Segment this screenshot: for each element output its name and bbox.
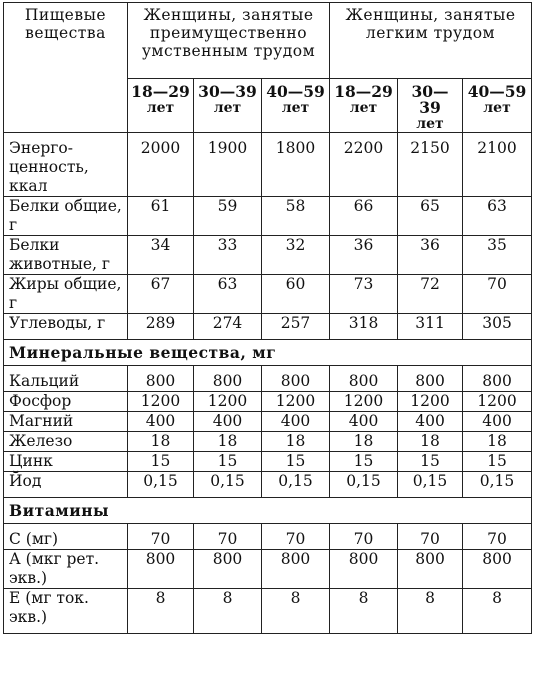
value-cell: 1900	[194, 133, 262, 197]
value-cell: 8	[330, 589, 398, 634]
age-header-cell	[128, 79, 194, 133]
section-title: Минеральные вещества, мг	[4, 340, 532, 366]
age-unit: лет	[213, 100, 242, 116]
nutrient-name: Кальций	[4, 366, 128, 392]
value-cell: 1200	[262, 392, 330, 412]
value-cell: 400	[128, 412, 194, 432]
value-cell: 36	[330, 236, 398, 275]
value-cell: 800	[463, 366, 532, 392]
age-range: 40—59	[266, 82, 325, 101]
nutrient-name: Цинк	[4, 452, 128, 472]
nutrient-name: Белки животные, г	[4, 236, 128, 275]
nutrient-name: Углеводы, г	[4, 314, 128, 340]
value-cell: 15	[463, 452, 532, 472]
group-header-mental-work: Женщины, занятые преимущественно умственным трудом	[128, 3, 330, 79]
value-cell: 8	[194, 589, 262, 634]
value-cell: 8	[262, 589, 330, 634]
table-row	[4, 452, 532, 472]
table-row	[4, 366, 532, 392]
table-row	[4, 589, 532, 634]
value-cell: 18	[128, 432, 194, 452]
value-cell: 72	[398, 275, 463, 314]
age-unit: лет	[281, 100, 310, 116]
age-unit: лет	[349, 100, 378, 116]
value-cell: 2150	[398, 133, 463, 197]
value-cell: 318	[330, 314, 398, 340]
value-cell: 800	[463, 550, 532, 589]
age-range: 40—59	[467, 82, 527, 101]
nutrient-name: Е (мг ток. экв.)	[4, 589, 128, 634]
value-cell: 70	[398, 524, 463, 550]
age-range: 30—39	[411, 82, 449, 117]
value-cell: 311	[398, 314, 463, 340]
age-unit: лет	[483, 100, 511, 116]
table-row	[4, 472, 532, 498]
section-header-row	[4, 498, 532, 524]
nutrient-name: Жиры общие, г	[4, 275, 128, 314]
nutrient-name: Железо	[4, 432, 128, 452]
group-header-light-work: Женщины, занятые легким трудом	[330, 3, 532, 79]
nutrient-column-header: Пищевые вещества	[4, 3, 128, 133]
value-cell: 18	[194, 432, 262, 452]
value-cell: 18	[398, 432, 463, 452]
value-cell: 0,15	[463, 472, 532, 498]
value-cell: 400	[194, 412, 262, 432]
value-cell: 800	[262, 550, 330, 589]
age-header-cell	[262, 79, 330, 133]
value-cell: 800	[262, 366, 330, 392]
table-row	[4, 275, 532, 314]
value-cell: 32	[262, 236, 330, 275]
nutrient-name: С (мг)	[4, 524, 128, 550]
value-cell: 800	[128, 550, 194, 589]
value-cell: 1200	[194, 392, 262, 412]
value-cell: 70	[262, 524, 330, 550]
table-row	[4, 236, 532, 275]
table-row	[4, 432, 532, 452]
value-cell: 305	[463, 314, 532, 340]
value-cell: 8	[128, 589, 194, 634]
table-header	[4, 3, 532, 133]
section-header-row	[4, 340, 532, 366]
value-cell: 60	[262, 275, 330, 314]
nutrient-name: Энерго-ценность, ккал	[4, 133, 128, 197]
value-cell: 2100	[463, 133, 532, 197]
nutrient-name: Фосфор	[4, 392, 128, 412]
value-cell: 0,15	[330, 472, 398, 498]
value-cell: 70	[194, 524, 262, 550]
section-title: Витамины	[4, 498, 532, 524]
value-cell: 34	[128, 236, 194, 275]
value-cell: 800	[194, 550, 262, 589]
age-header-cell	[330, 79, 398, 133]
value-cell: 257	[262, 314, 330, 340]
value-cell: 73	[330, 275, 398, 314]
age-header-cell	[194, 79, 262, 133]
value-cell: 800	[128, 366, 194, 392]
value-cell: 800	[330, 550, 398, 589]
value-cell: 0,15	[194, 472, 262, 498]
value-cell: 67	[128, 275, 194, 314]
value-cell: 0,15	[128, 472, 194, 498]
value-cell: 15	[128, 452, 194, 472]
value-cell: 63	[463, 197, 532, 236]
value-cell: 800	[194, 366, 262, 392]
value-cell: 400	[262, 412, 330, 432]
value-cell: 1200	[330, 392, 398, 412]
value-cell: 63	[194, 275, 262, 314]
value-cell: 800	[398, 550, 463, 589]
age-range: 18—29	[131, 82, 190, 101]
value-cell: 289	[128, 314, 194, 340]
age-unit: лет	[146, 100, 175, 116]
value-cell: 59	[194, 197, 262, 236]
value-cell: 35	[463, 236, 532, 275]
age-range: 30—39	[198, 82, 257, 101]
value-cell: 18	[330, 432, 398, 452]
nutrient-name: А (мкг рет. экв.)	[4, 550, 128, 589]
value-cell: 15	[194, 452, 262, 472]
value-cell: 70	[128, 524, 194, 550]
age-header-cell	[398, 79, 463, 133]
value-cell: 1200	[398, 392, 463, 412]
age-unit: лет	[416, 116, 444, 132]
value-cell: 400	[398, 412, 463, 432]
value-cell: 18	[262, 432, 330, 452]
value-cell: 8	[398, 589, 463, 634]
value-cell: 8	[463, 589, 532, 634]
table-row	[4, 197, 532, 236]
table-row	[4, 133, 532, 197]
table-row	[4, 392, 532, 412]
value-cell: 400	[463, 412, 532, 432]
value-cell: 65	[398, 197, 463, 236]
value-cell: 0,15	[262, 472, 330, 498]
value-cell: 33	[194, 236, 262, 275]
value-cell: 70	[330, 524, 398, 550]
age-header-cell	[463, 79, 532, 133]
table-row	[4, 550, 532, 589]
value-cell: 0,15	[398, 472, 463, 498]
value-cell: 400	[330, 412, 398, 432]
value-cell: 58	[262, 197, 330, 236]
value-cell: 36	[398, 236, 463, 275]
table-row	[4, 412, 532, 432]
value-cell: 70	[463, 275, 532, 314]
nutrition-norms-table	[3, 2, 532, 634]
value-cell: 800	[398, 366, 463, 392]
table-row	[4, 314, 532, 340]
value-cell: 274	[194, 314, 262, 340]
nutrient-name: Йод	[4, 472, 128, 498]
value-cell: 66	[330, 197, 398, 236]
age-range: 18—29	[334, 82, 393, 101]
value-cell: 1800	[262, 133, 330, 197]
value-cell: 1200	[463, 392, 532, 412]
value-cell: 70	[463, 524, 532, 550]
value-cell: 15	[262, 452, 330, 472]
value-cell: 1200	[128, 392, 194, 412]
value-cell: 800	[330, 366, 398, 392]
value-cell: 15	[398, 452, 463, 472]
value-cell: 2200	[330, 133, 398, 197]
value-cell: 18	[463, 432, 532, 452]
nutrient-name: Белки общие, г	[4, 197, 128, 236]
table-body	[4, 133, 532, 634]
value-cell: 15	[330, 452, 398, 472]
value-cell: 2000	[128, 133, 194, 197]
table-row	[4, 524, 532, 550]
value-cell: 61	[128, 197, 194, 236]
nutrient-name: Магний	[4, 412, 128, 432]
